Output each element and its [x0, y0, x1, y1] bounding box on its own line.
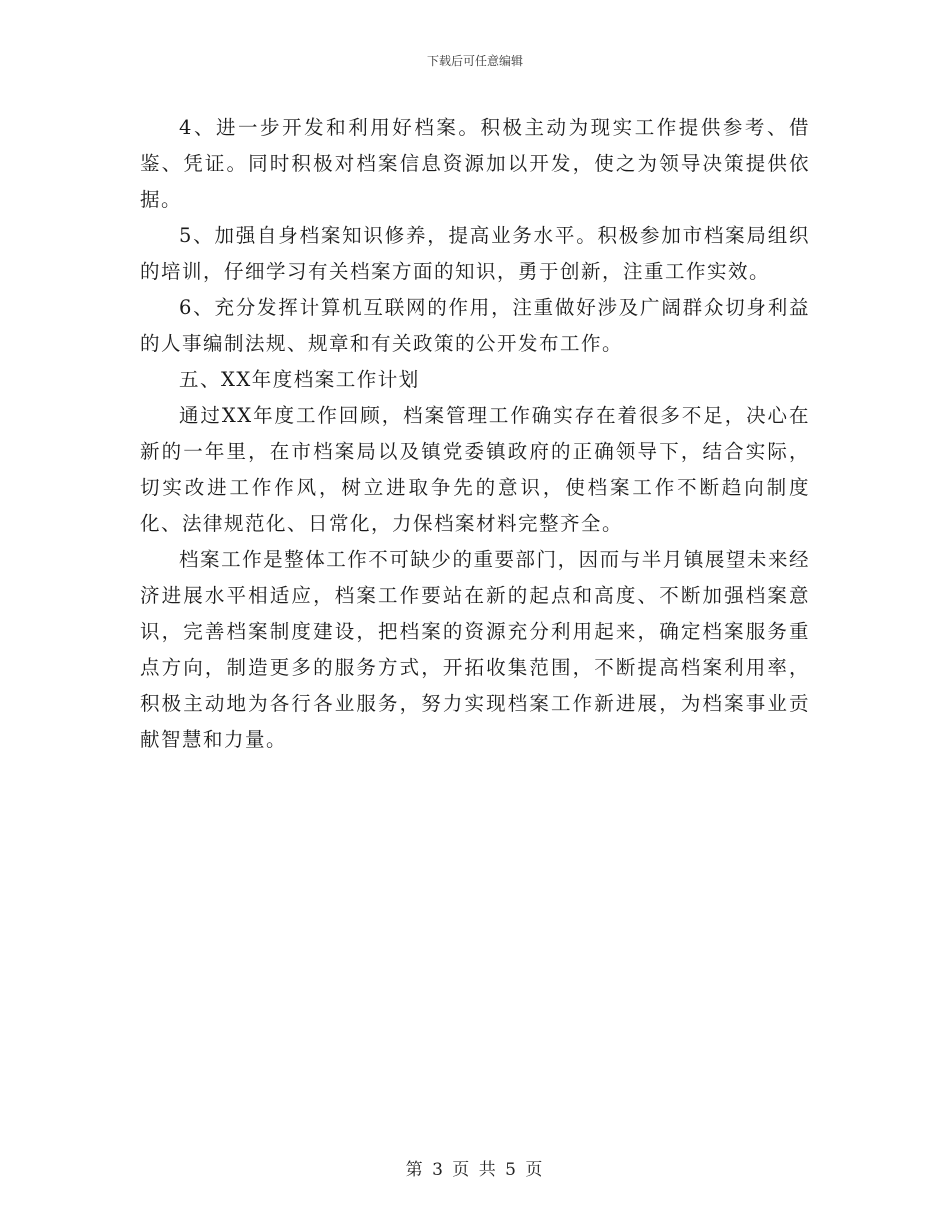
- paragraph-item-5: 5、加强自身档案知识修养，提高业务水平。积极参加市档案局组织的培训，仔细学习有关档案方面的知识，勇于创新，注重工作实效。: [140, 224, 810, 283]
- section-heading-5: 五、XX年度档案工作计划: [179, 368, 420, 391]
- paragraph-item-6: 6、充分发挥计算机互联网的作用，注重做好涉及广阔群众切身利益的人事编制法规、规章和有关政策的公开发布工作。: [140, 296, 810, 355]
- page-header: 下载后可任意编辑: [426, 54, 523, 68]
- document-body: [140, 110, 810, 758]
- paragraph-item-4: 4、进一步开发和利用好档案。积极主动为现实工作提供参考、借鉴、凭证。同时积极对档案信息资源加以开发，使之为领导决策提供依据。: [140, 116, 810, 211]
- paragraph-plan-intro: 通过XX年度工作回顾，档案管理工作确实存在着很多不足，决心在新的一年里，在市档案局以及镇党委镇政府的正确领导下，结合实际，切实改进工作作风，树立进取争先的意识，使档案工作不断趋向制度化、法律规范化、日常化，力保档案材料完整齐全。: [140, 404, 810, 535]
- paragraph-plan-detail: 档案工作是整体工作不可缺少的重要部门，因而与半月镇展望未来经济进展水平相适应，档案工作要站在新的起点和高度、不断加强档案意识，完善档案制度建设，把档案的资源充分利用起来，确定档案服务重点方向，制造更多的服务方式，开拓收集范围，不断提高档案利用率，积极主动地为各行各业服务，努力实现档案工作新进展，为档案事业贡献智慧和力量。: [140, 548, 810, 751]
- page-number: 第 3 页 共 5 页: [405, 1160, 545, 1180]
